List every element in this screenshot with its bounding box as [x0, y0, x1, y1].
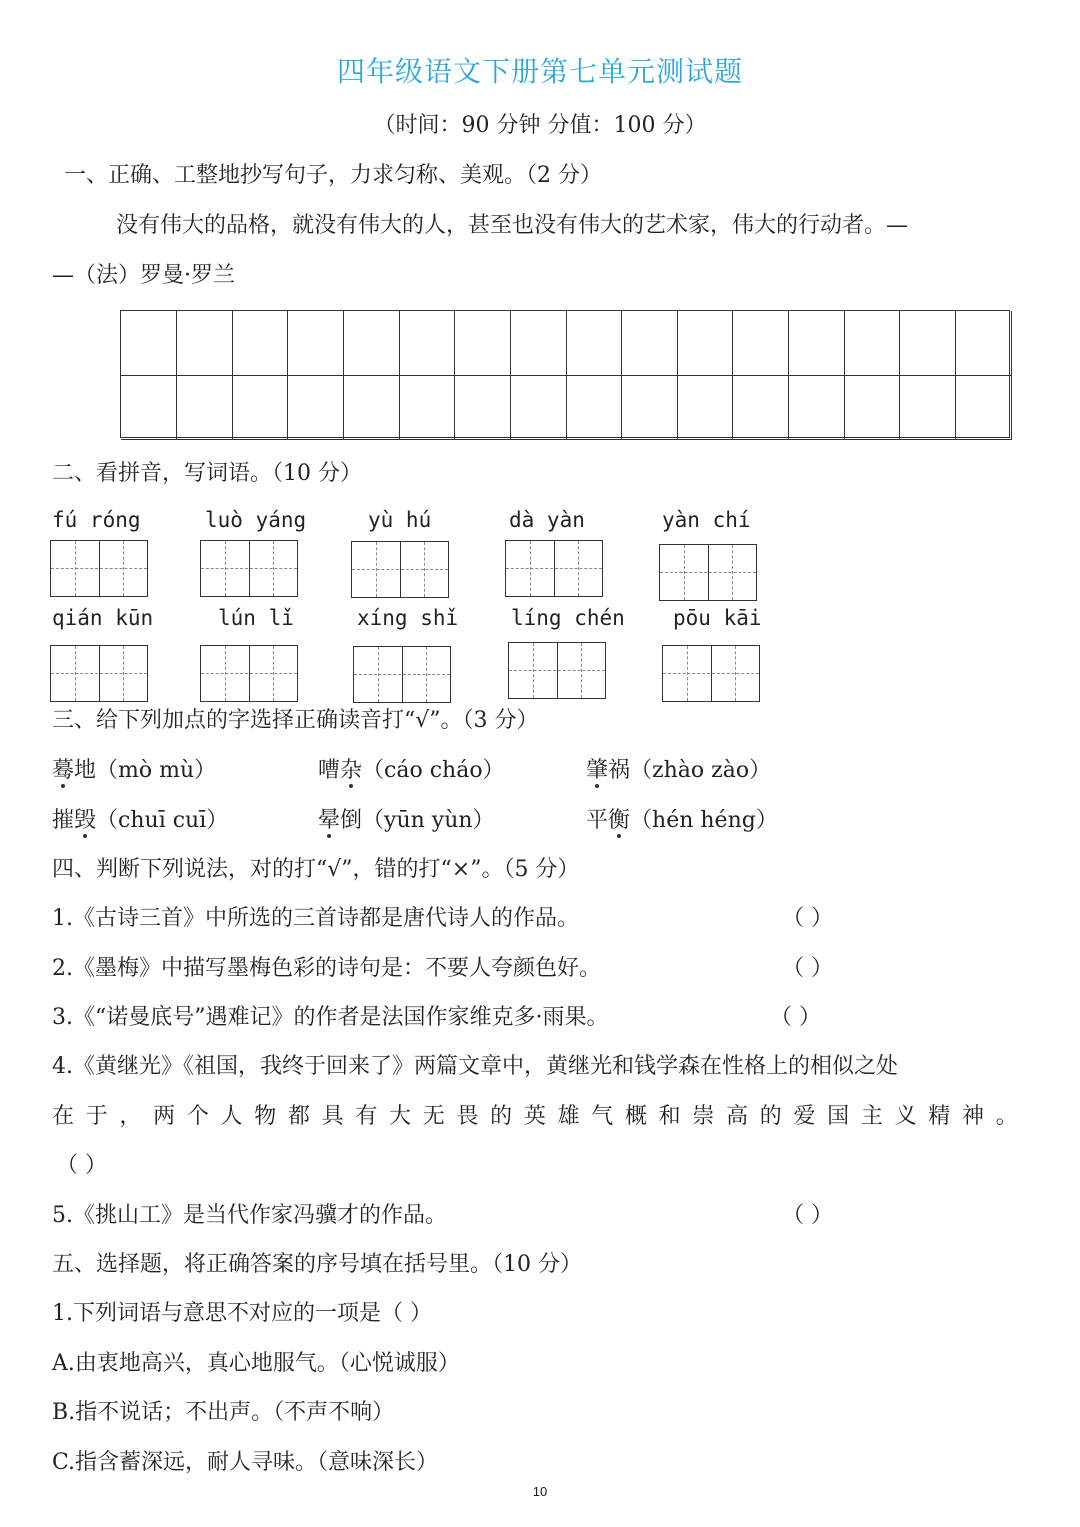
tianzige-box[interactable]	[662, 645, 760, 702]
copy-writing-grid[interactable]	[120, 310, 1010, 438]
grid-cell[interactable]	[677, 311, 733, 376]
grid-cell[interactable]	[288, 375, 344, 440]
pinyin-label: dà yàn	[509, 508, 585, 532]
grid-cell[interactable]	[121, 311, 177, 376]
grid-cell[interactable]	[399, 375, 455, 440]
pinyin-label: xíng shǐ	[357, 606, 459, 630]
pinyin-label: fú róng	[52, 508, 141, 532]
option-a: A.由衷地高兴，真心地服气。（心悦诚服）	[52, 1351, 460, 1376]
grid-cell[interactable]	[455, 375, 511, 440]
grid-cell[interactable]	[733, 311, 789, 376]
q1-sentence-line2: —（法）罗曼·罗兰	[52, 263, 235, 288]
tianzige-box[interactable]	[351, 541, 449, 598]
grid-cell[interactable]	[566, 311, 622, 376]
answer-paren[interactable]: （ ）	[782, 906, 833, 931]
grid-cell[interactable]	[566, 375, 622, 440]
tianzige-box[interactable]	[200, 645, 298, 702]
judge-item: 5.《挑山工》是当代作家冯骥才的作品。	[52, 1203, 447, 1228]
grid-cell[interactable]	[844, 311, 900, 376]
answer-paren[interactable]: （ ）	[56, 1153, 107, 1178]
grid-cell[interactable]	[121, 375, 177, 440]
choice-question: 1.下列词语与意思不对应的一项是（ ）	[52, 1301, 432, 1326]
grid-cell[interactable]	[622, 311, 678, 376]
q2-heading: 二、看拼音，写词语。（10 分）	[52, 461, 362, 486]
judge-item: 3.《“诺曼底号”遇难记》的作者是法国作家维克多·雨果。	[52, 1005, 609, 1030]
q1-sentence-line1: 没有伟大的品格，就没有伟大的人，甚至也没有伟大的艺术家，伟大的行动者。—	[116, 213, 909, 238]
grid-cell[interactable]	[399, 311, 455, 376]
answer-paren[interactable]: （ ）	[782, 1203, 833, 1228]
pinyin-label: lún lǐ	[218, 606, 294, 630]
grid-cell[interactable]	[789, 375, 845, 440]
tianzige-box[interactable]	[50, 540, 148, 597]
judge-item: 1.《古诗三首》中所选的三首诗都是唐代诗人的作品。	[52, 906, 579, 931]
reading-choice-item: 晕倒（yūn yùn）	[318, 808, 495, 833]
q5-heading: 五、选择题，将正确答案的序号填在括号里。（10 分）	[52, 1252, 582, 1277]
grid-cell[interactable]	[900, 311, 956, 376]
grid-cell[interactable]	[844, 375, 900, 440]
tianzige-box[interactable]	[505, 540, 603, 597]
grid-cell[interactable]	[789, 311, 845, 376]
grid-cell[interactable]	[510, 311, 566, 376]
pinyin-label: pōu kāi	[673, 606, 762, 630]
answer-paren[interactable]: （ ）	[770, 1005, 821, 1030]
pinyin-label: líng chén	[511, 606, 625, 630]
grid-cell[interactable]	[232, 375, 288, 440]
option-c: C.指含蓄深远，耐人寻味。（意味深长）	[52, 1450, 439, 1475]
grid-cell[interactable]	[455, 311, 511, 376]
grid-cell[interactable]	[955, 311, 1011, 376]
option-b: B.指不说话；不出声。（不声不响）	[52, 1400, 395, 1425]
pinyin-label: yàn chí	[662, 508, 751, 532]
q1-heading: 一、正确、工整地抄写句子，力求匀称、美观。（2 分）	[64, 163, 602, 188]
exam-info: （时间：90 分钟 分值：100 分）	[373, 113, 707, 138]
judge-item: 2.《墨梅》中描写墨梅色彩的诗句是：不要人夸颜色好。	[52, 956, 601, 981]
reading-choice-item: 摧毁（chuī cuī）	[52, 808, 229, 833]
grid-cell[interactable]	[288, 311, 344, 376]
grid-cell[interactable]	[622, 375, 678, 440]
page-number: 10	[532, 1484, 548, 1499]
tianzige-box[interactable]	[508, 642, 606, 699]
grid-cell[interactable]	[177, 375, 233, 440]
grid-cell[interactable]	[955, 375, 1011, 440]
grid-cell[interactable]	[344, 375, 400, 440]
answer-paren[interactable]: （ ）	[782, 956, 833, 981]
reading-choice-item: 嘈杂（cáo cháo）	[318, 758, 505, 783]
grid-cell[interactable]	[900, 375, 956, 440]
grid-cell[interactable]	[733, 375, 789, 440]
reading-choice-item: 肇祸（zhào zào）	[586, 758, 772, 783]
pinyin-label: luò yáng	[205, 508, 307, 532]
grid-cell[interactable]	[177, 311, 233, 376]
pinyin-label: qián kūn	[52, 606, 154, 630]
q3-heading: 三、给下列加点的字选择正确读音打“√”。（3 分）	[52, 708, 539, 733]
grid-cell[interactable]	[677, 375, 733, 440]
tianzige-box[interactable]	[659, 544, 757, 601]
grid-cell[interactable]	[344, 311, 400, 376]
tianzige-box[interactable]	[50, 645, 148, 702]
grid-cell[interactable]	[510, 375, 566, 440]
q4-heading: 四、判断下列说法，对的打“√”，错的打“×”。（5 分）	[52, 857, 580, 882]
grid-cell[interactable]	[232, 311, 288, 376]
judge-item: 4.《黄继光》《祖国，我终于回来了》两篇文章中，黄继光和钱学森在性格上的相似之处	[52, 1054, 898, 1079]
pinyin-label: yù hú	[368, 508, 432, 532]
judge-item-continued: 在 于 ， 两 个 人 物 都 具 有 大 无 畏 的 英 雄 气 概 和 崇 高 的 爱 国 主 义 精 神 。	[52, 1104, 1018, 1129]
tianzige-box[interactable]	[200, 540, 298, 597]
reading-choice-item: 蓦地（mò mù）	[52, 758, 217, 783]
tianzige-box[interactable]	[353, 646, 451, 703]
page-title: 四年级语文下册第七单元测试题	[336, 55, 743, 88]
reading-choice-item: 平衡（hén héng）	[586, 808, 778, 833]
